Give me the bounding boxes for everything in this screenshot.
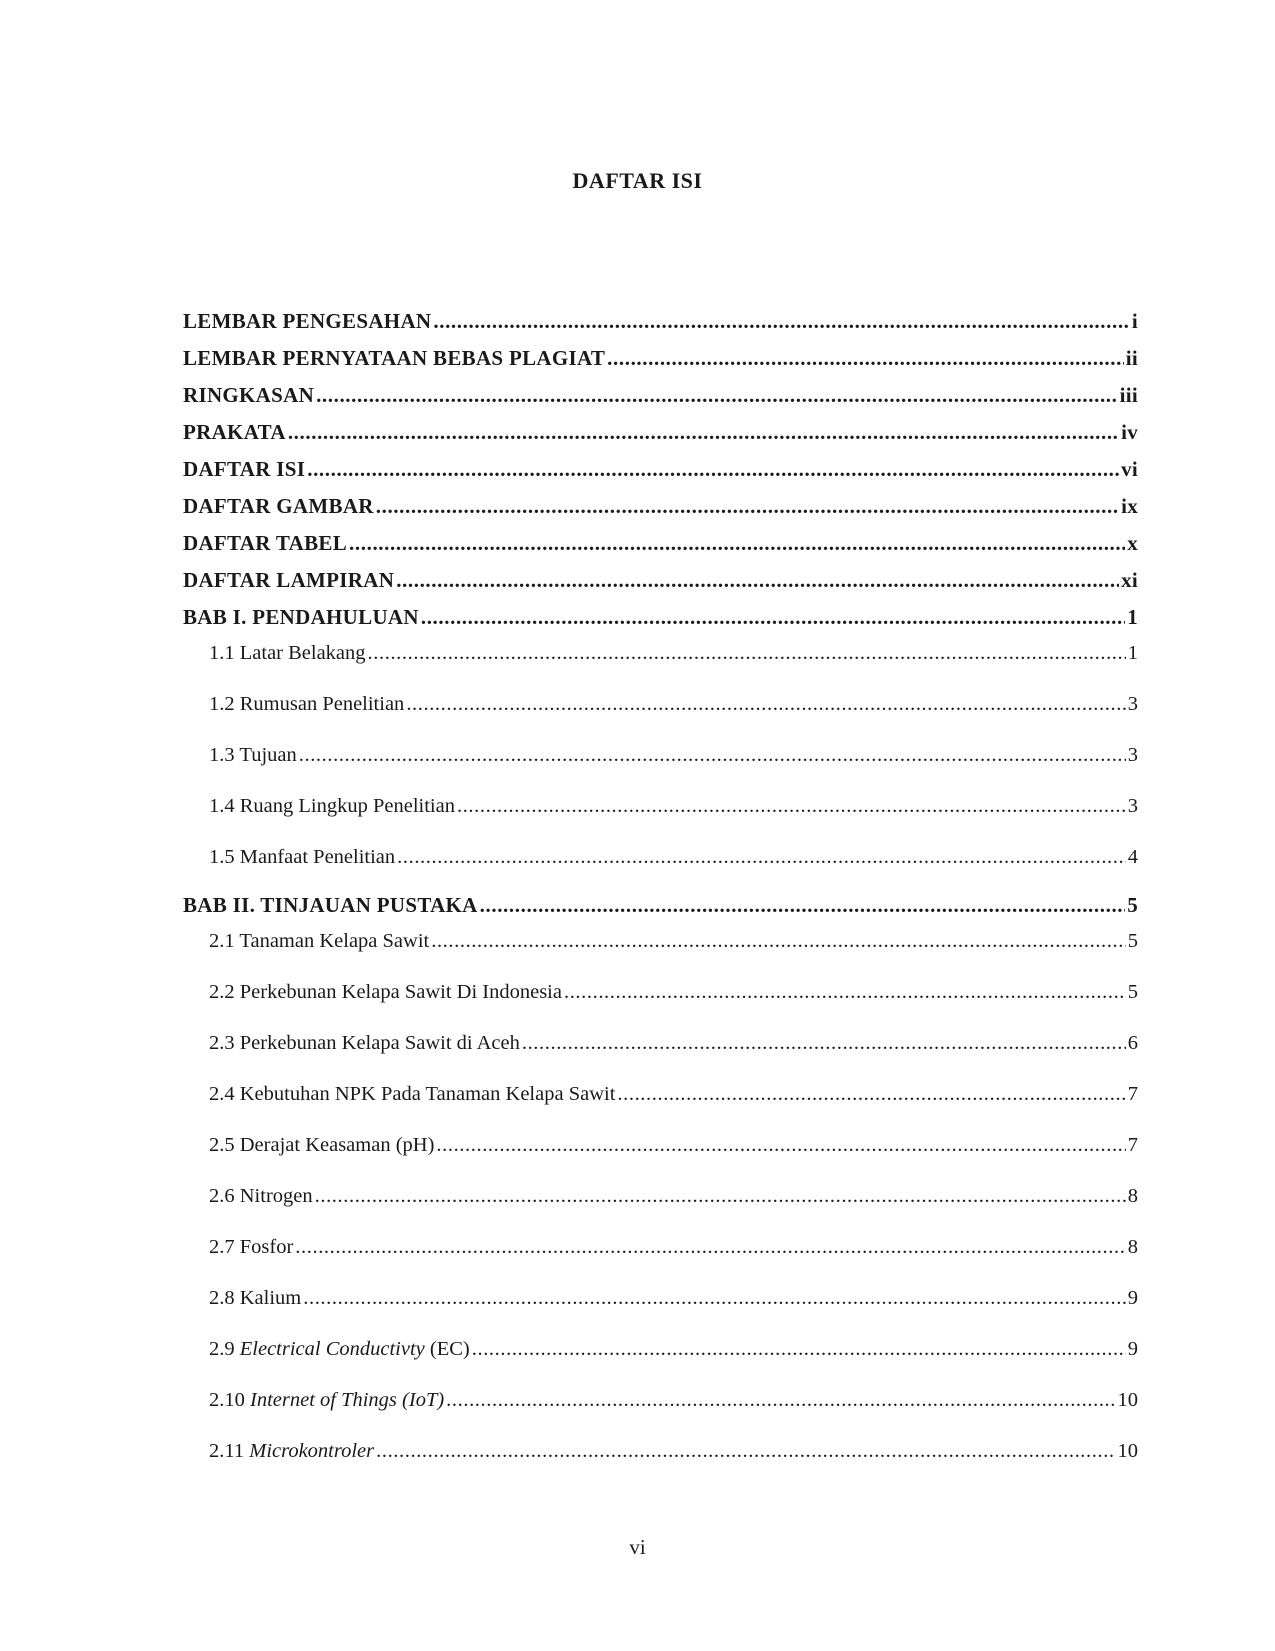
toc-entry-title: LEMBAR PERNYATAAN BEBAS PLAGIAT (183, 346, 606, 370)
toc-section-entry[interactable] (183, 1440, 1138, 1487)
dot-leader (397, 846, 1126, 869)
toc-entry-number: 2.1 (209, 930, 235, 952)
toc-entry-page: 5 (1127, 981, 1138, 1003)
dot-leader (396, 568, 1119, 593)
toc-entry-title: Rumusan Penelitian (239, 693, 405, 715)
toc-section-entry[interactable] (183, 1185, 1138, 1236)
dot-leader (480, 893, 1126, 918)
toc-entry-label (209, 846, 395, 869)
toc-entry-title: Derajat Keasaman (pH) (239, 1134, 435, 1156)
toc-entry-label (183, 494, 374, 519)
toc-entry-title: Electrical Conductivty (239, 1338, 425, 1360)
toc-entry-label (183, 309, 431, 334)
toc-entry-title: DAFTAR ISI (183, 457, 306, 481)
toc-chapter-entry[interactable] (183, 346, 1138, 383)
toc-entry-page: x (1127, 531, 1138, 555)
toc-entry-page: 1 (1127, 605, 1138, 629)
toc-entry-number: 1.3 (209, 744, 235, 766)
dot-leader (436, 1134, 1125, 1157)
toc-entry-title: Kalium (239, 1287, 302, 1309)
toc-entry-label (209, 744, 297, 767)
toc-entry-page: 10 (1117, 1389, 1138, 1411)
toc-entry-page: 8 (1127, 1185, 1138, 1207)
toc-entry-number: 2.6 (209, 1185, 235, 1207)
toc-section-entry[interactable] (183, 693, 1138, 744)
toc-entry-title: BAB II. TINJAUAN PUSTAKA (183, 893, 478, 917)
toc-chapter-entry[interactable] (183, 494, 1138, 531)
toc-entry-label (209, 1236, 293, 1259)
toc-chapter-entry[interactable] (183, 383, 1138, 420)
dot-leader (433, 309, 1129, 334)
toc-entry-page: xi (1121, 568, 1138, 592)
toc-section-entry[interactable] (183, 981, 1138, 1032)
toc-entry-label (209, 1389, 444, 1412)
toc-entry-title-suffix: (EC) (424, 1338, 470, 1360)
toc-entry-label (209, 795, 455, 818)
toc-entry-label (209, 930, 429, 953)
toc-entry-number: 2.11 (209, 1440, 245, 1462)
toc-entry-title: DAFTAR LAMPIRAN (183, 568, 395, 592)
toc-section-entry[interactable] (183, 1389, 1138, 1440)
toc-section-entry[interactable] (183, 1032, 1138, 1083)
toc-chapter-entry[interactable] (183, 568, 1138, 605)
toc-entry-label (209, 1287, 301, 1310)
dot-leader (295, 1236, 1125, 1259)
toc-entry-title: Fosfor (239, 1236, 294, 1258)
toc-entry-page: vi (1121, 457, 1138, 481)
toc-entry-title: Perkebunan Kelapa Sawit di Aceh (239, 1032, 520, 1054)
toc-chapter-entry[interactable] (183, 893, 1138, 930)
dot-leader (316, 383, 1118, 408)
toc-section-entry[interactable] (183, 1134, 1138, 1185)
toc-section-entry[interactable] (183, 744, 1138, 795)
dot-leader (431, 930, 1126, 953)
toc-entry-title: PRAKATA (183, 420, 286, 444)
toc-section-entry[interactable] (183, 1338, 1138, 1389)
toc-entry-title: Tujuan (239, 744, 297, 766)
toc-entry-number: 2.9 (209, 1338, 235, 1360)
toc-entry-page: 7 (1127, 1083, 1138, 1105)
dot-leader (376, 1440, 1115, 1463)
toc-entry-number: 2.7 (209, 1236, 235, 1258)
toc-entry-page: 4 (1127, 846, 1138, 868)
dot-leader (303, 1287, 1126, 1310)
toc-entry-page: 3 (1127, 744, 1138, 766)
toc-entry-label (209, 1083, 615, 1106)
toc-entry-title: BAB I. PENDAHULUAN (183, 605, 419, 629)
dot-leader (406, 693, 1125, 716)
toc-entry-page: ii (1125, 346, 1138, 370)
toc-entry-page: 3 (1127, 795, 1138, 817)
dot-leader (315, 1185, 1126, 1208)
toc-entry-number: 2.10 (209, 1389, 245, 1411)
toc-entry-page: 8 (1127, 1236, 1138, 1258)
toc-entry-number: 2.3 (209, 1032, 235, 1054)
toc-entry-page: ix (1121, 494, 1138, 518)
toc-entry-label (209, 981, 562, 1004)
dot-leader (522, 1032, 1126, 1055)
toc-entry-page: 9 (1127, 1338, 1138, 1360)
toc-entry-title: Tanaman Kelapa Sawit (239, 930, 430, 952)
toc-entry-number: 2.2 (209, 981, 235, 1003)
toc-section-entry[interactable] (183, 930, 1138, 981)
toc-entry-label (183, 457, 305, 482)
table-of-contents (183, 309, 1138, 1487)
dot-leader (376, 494, 1119, 519)
toc-entry-label (209, 693, 404, 716)
toc-section-entry[interactable] (183, 1083, 1138, 1134)
dot-leader (349, 531, 1125, 556)
dot-leader (299, 744, 1126, 767)
page-number: vi (629, 1535, 646, 1559)
toc-entry-page: 10 (1117, 1440, 1138, 1462)
toc-entry-number: 1.4 (209, 795, 235, 817)
toc-entry-label (183, 420, 286, 445)
toc-section-entry[interactable] (183, 795, 1138, 846)
toc-entry-title: Perkebunan Kelapa Sawit Di Indonesia (239, 981, 562, 1003)
toc-entry-label (183, 568, 394, 593)
toc-entry-label (209, 1134, 434, 1157)
toc-entry-label (183, 605, 419, 630)
toc-entry-label (183, 893, 478, 918)
toc-entry-label (209, 1032, 520, 1055)
dot-leader (564, 981, 1126, 1004)
toc-chapter-entry[interactable] (183, 605, 1138, 642)
dot-leader (472, 1338, 1126, 1361)
toc-entry-page: 7 (1127, 1134, 1138, 1156)
toc-entry-title: DAFTAR TABEL (183, 531, 348, 555)
toc-entry-title: DAFTAR GAMBAR (183, 494, 374, 518)
toc-entry-title: RINGKASAN (183, 383, 315, 407)
toc-entry-page: 1 (1127, 642, 1138, 664)
toc-entry-label (183, 531, 347, 556)
toc-entry-title: Nitrogen (239, 1185, 313, 1207)
toc-chapter-entry[interactable] (183, 420, 1138, 457)
toc-entry-page: iv (1121, 420, 1138, 444)
dot-leader (307, 457, 1119, 482)
toc-entry-number: 2.8 (209, 1287, 235, 1309)
toc-section-entry[interactable] (183, 1236, 1138, 1287)
toc-chapter-entry[interactable] (183, 531, 1138, 568)
dot-leader (421, 605, 1125, 630)
toc-entry-label (209, 1440, 374, 1463)
dot-leader (617, 1083, 1125, 1106)
toc-entry-page: 3 (1127, 693, 1138, 715)
toc-entry-number: 2.4 (209, 1083, 235, 1105)
toc-chapter-entry[interactable] (183, 457, 1138, 494)
toc-entry-title: Kebutuhan NPK Pada Tanaman Kelapa Sawit (239, 1083, 616, 1105)
dot-leader (457, 795, 1126, 818)
toc-entry-label (209, 1338, 470, 1361)
toc-entry-title: Internet of Things (IoT) (250, 1389, 445, 1411)
toc-entry-page: iii (1119, 383, 1138, 407)
toc-entry-page: 5 (1127, 893, 1138, 917)
toc-entry-label (183, 383, 314, 408)
toc-entry-number: 1.5 (209, 846, 235, 868)
toc-entry-title: Microkontroler (249, 1440, 375, 1462)
toc-entry-number: 1.2 (209, 693, 235, 715)
toc-entry-number: 2.5 (209, 1134, 235, 1156)
toc-section-entry[interactable] (183, 642, 1138, 693)
toc-entry-label (209, 642, 366, 665)
dot-leader (446, 1389, 1115, 1412)
toc-entry-page: 9 (1127, 1287, 1138, 1309)
toc-entry-page: i (1131, 309, 1138, 333)
toc-entry-page: 5 (1127, 930, 1138, 952)
toc-entry-title: Ruang Lingkup Penelitian (239, 795, 455, 817)
toc-entry-page: 6 (1127, 1032, 1138, 1054)
dot-leader (607, 346, 1124, 371)
toc-entry-label (183, 346, 605, 371)
page-title: DAFTAR ISI (572, 168, 703, 193)
dot-leader (368, 642, 1126, 665)
dot-leader (288, 420, 1119, 445)
toc-entry-label (209, 1185, 313, 1208)
toc-entry-title: Manfaat Penelitian (239, 846, 396, 868)
toc-section-entry[interactable] (183, 1287, 1138, 1338)
toc-entry-title: Latar Belakang (239, 642, 366, 664)
toc-chapter-entry[interactable] (183, 309, 1138, 346)
toc-entry-number: 1.1 (209, 642, 235, 664)
toc-entry-title: LEMBAR PENGESAHAN (183, 309, 432, 333)
toc-section-entry[interactable] (183, 846, 1138, 893)
